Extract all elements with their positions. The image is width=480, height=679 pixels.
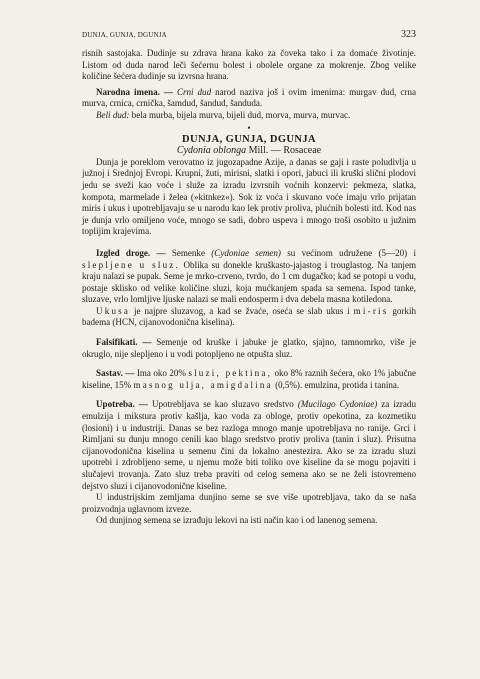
usage-text-a: Upotrebljava se kao sluzavo sredstvo [151,399,298,410]
usage-paragraph [82,399,416,492]
closing-paragraph: Od dunjinog semena se izrađuju lekovi na isti način kao i od lanenog semena. [96,515,378,526]
page-header [82,29,416,43]
falsifications-paragraph [82,337,416,360]
taste-text-a: je najpre sluzavog, a kad se žvaće, oseća se slab ukus i [130,305,354,316]
drug-appearance-text-c: Oblika su donekle kruškasto-jajastog i trouglastog. Na tanjem kraju nalazi se pupak. Seme je mrko-crveno, tvrdo, do 1 cm dugačko; kad se potopi u vodu, postaje sklisko od velike količine sluzi, koja mućkanjem spada sa semena. Ispod tanke, sluzave, vrlo lomljive ljuske nalazi se mali endosperm i dva debela masna kotiledona. [82,259,416,305]
composition-text-a: Ima oko 20% [136,368,189,379]
section-subtitle [82,145,416,157]
slepljene-spaced: slepljene u sluz. [82,259,180,270]
drug-appearance-text-a: Semenke [171,247,212,258]
drug-appearance-paragraph [82,248,416,306]
folk-names-lead: Narodna imena. — [96,86,177,97]
section-divider: • [247,122,251,133]
falsifications-text: Semenje od kruške i jabuke je glatko, sjajno, tamnomrko, više je okruglo, nije slepljeno i u vodi potopljeno ne otpušta sluz. [82,337,416,359]
composition-text-b: oko 8% raznih šećera, oko 1% jabučne kiseline, 15% [82,368,416,390]
miris-spaced: mi-ris [353,305,389,316]
industry-paragraph: U industrijskim zemljama dunjino seme se sve više upotrebljava, tako da se naša proizvodnja uglavnom izveze. [82,492,416,514]
beli-dud-paragraph [82,110,416,122]
drug-appearance-lead: Izgled droge. — [96,247,172,258]
composition-lead: Sastav. — [96,368,137,379]
folk-names-paragraph [82,87,416,110]
falsifications-lead: Falsifikati. — [96,337,157,348]
sluzi-pektina-spaced: sluzi, pektina, [188,368,273,379]
beli-dud-term: Beli dud: [96,109,130,120]
usage-lead: Upotreba. — [96,399,152,410]
crni-dud-names: narod naziva još i ovim imenima: murgav dud, crna murva, crnica, crnička, šamdud, šandud, šanduda. [82,86,416,109]
composition-paragraph [82,368,416,391]
page-body [82,48,416,527]
ukusa-spaced: Ukusa [96,305,131,316]
description-paragraph: Dunja je poreklom verovatno iz jugozapadne Azije, a danas se gaji i raste poludivlja u južnoj i Srednjoj Evropi. Krupni, žuti, mirisni, slatki i opori, jabuci ili kruški slični plodovi jedu se sveži kao voće i služe za izradu izvrsnih voćnih konzervi: pekmeza, slatka, kompota, marmelade i želea (»kitnkez«). Sok iz voća i skuvano voće imaju vrlo prijatan miris i ukus i upotrebljavaju se u narodu kao lek protiv proliva, plućnih bolesti itd. Kod nas je dunja vrlo omiljeno voće, mnogo se sadi, dobro uspeva i mnogo troši osobito u južnim toplijim krajevima. [82,156,416,237]
latin-name: Cydonia oblonga [176,145,247,157]
running-head: DUNJA, GUNJA, DGUNJA [82,31,167,39]
crni-dud-term: Crni dud [176,86,212,97]
taste-text-b: gorkih badema (HCN, cijanovodonična kiselina). [82,305,416,328]
mucilago-term: (Mucilago Cydoniae) [297,399,378,410]
drug-appearance-text-b: su većinom udružene (5—20) i [280,247,416,258]
masnog-ulja-spaced: masnog ulja, amigdalina [133,379,273,390]
composition-text-c: (0,5%). emulzina, protida i tanina. [272,379,400,390]
taste-paragraph [82,306,416,329]
page-number: 323 [401,29,416,40]
intro-paragraph: risnih sastojaka. Dudinje su zdrava hrana kako za čoveka tako i za domaće životinje. Listom od duda narod leči šećernu bolest i obolele organe za mokrenje. Zbog velike količine šećera dudinje su izvrsna hrana. [82,48,416,82]
cydoniae-semen-term: (Cydoniae semen) [211,247,281,258]
family-name: Mill. — Rosaceae [246,145,322,157]
usage-text-b: za izradu emulzija i mikstura protiv kašlja, kao voda za obloge, protiv opekotina, za kozmetiku (losioni) i u industriji. Danas se bez razloga mnogo manje upotrebljava no ranije. Grci i Rimljani su dunju mnogo cenili kao blago sredstvo protiv proliva (tanin i sluz). Prisutna cijanovodonična kiselina u semenu čini da lokalno anestezira. Ako se za izradu sluzi upotrebi i zdrobljeno seme, u njemu može biti toliko ove kiseline da se mogu pojaviti i slučajevi trovanja. Zato sluz treba praviti od celog semena ako se ne želi istovremeno dejstvo sluzi i cijanovodonične kiseline. [82,399,416,491]
section-title: DUNJA, GUNJA, DGUNJA [182,133,316,145]
beli-dud-names: bela murba, bijela murva, bijeli dud, morva, murva, murvac. [129,109,351,120]
